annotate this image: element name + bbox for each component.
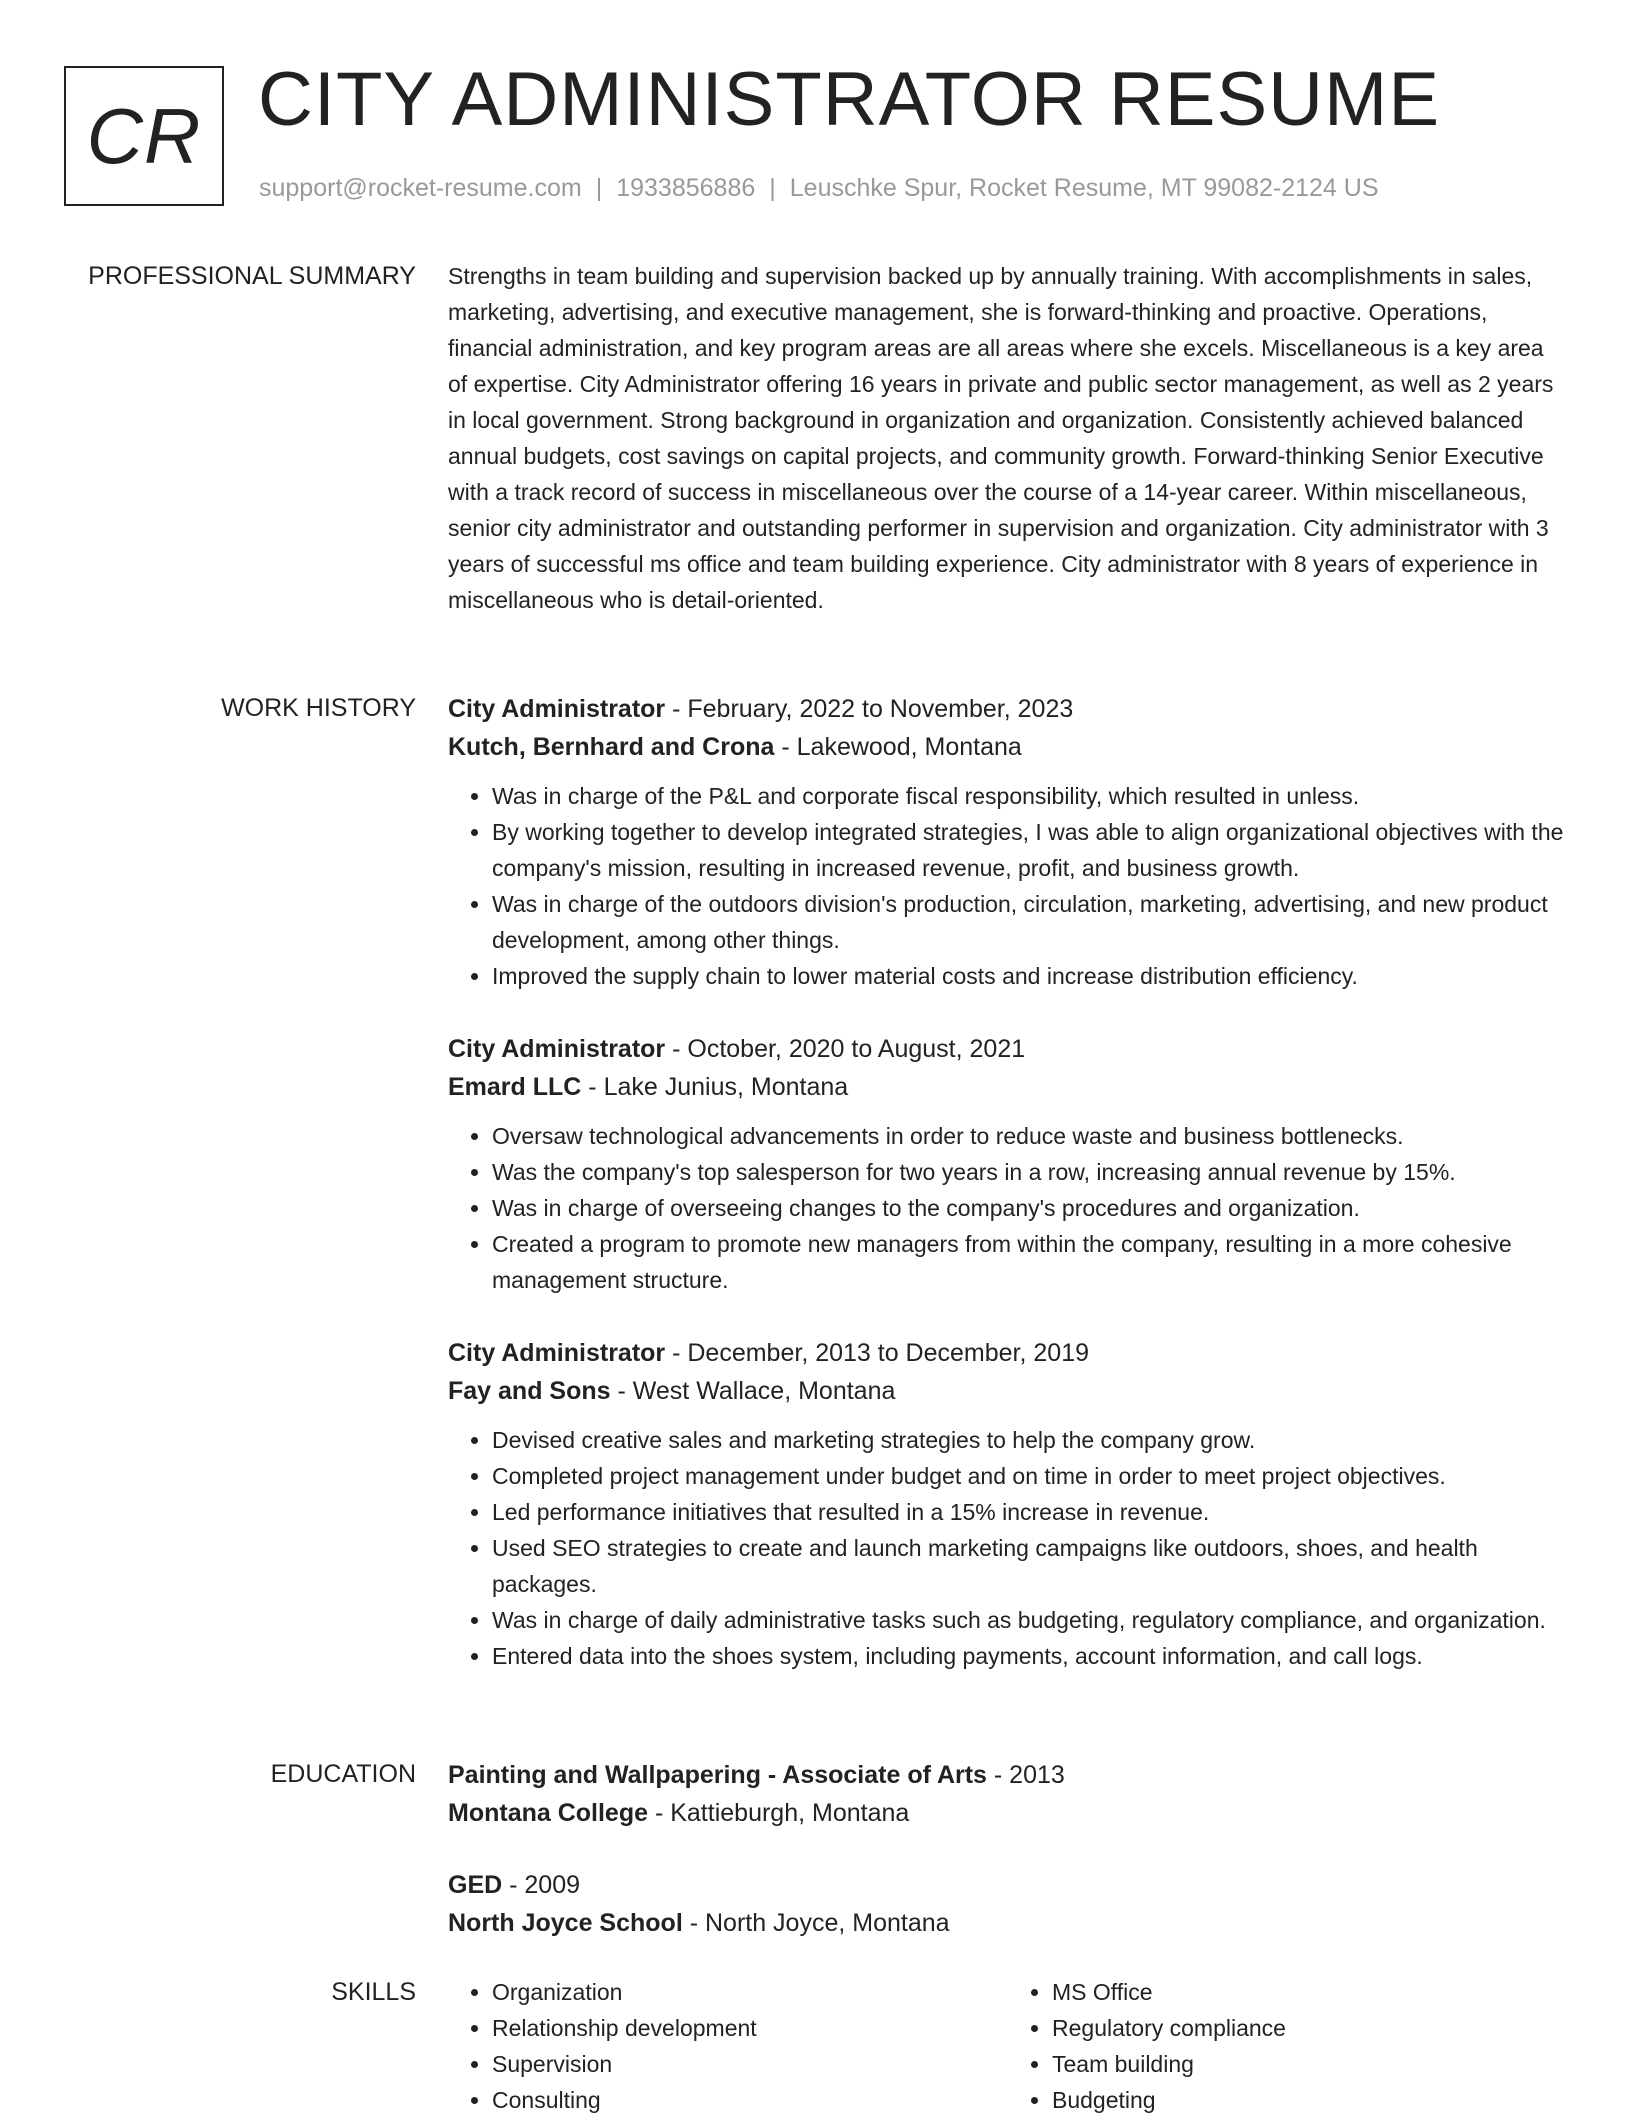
education-degree: Painting and Wallpapering - Associate of Arts — [448, 1761, 987, 1789]
job-bullet: • Created a program to promote new managers from within the company, resulting in a more cohesive management structure. — [492, 1226, 1568, 1298]
job-bullet: • By working together to develop integrated strategies, I was able to align organizational objectives with the company's mission, resulting in increased revenue, profit, and business growth. — [492, 814, 1568, 886]
job-bullet: • Was the company's top salesperson for two years in a row, increasing annual revenue by 15%. — [492, 1154, 1568, 1190]
education-school: Montana College — [448, 1799, 649, 1827]
job-company: Kutch, Bernhard and Crona — [448, 733, 775, 761]
resume-title: CITY ADMINISTRATOR RESUME — [258, 57, 1441, 142]
job-company: Fay and Sons — [448, 1377, 611, 1405]
skill-item: • Budgeting — [1052, 2082, 1568, 2118]
contact-phone[interactable]: 1933856886 — [616, 174, 756, 202]
job-title: City Administrator — [448, 1035, 666, 1063]
job-dates: - February, 2022 to November, 2023 — [665, 695, 1074, 723]
job-bullets — [448, 1118, 1568, 1298]
job-bullets — [448, 1422, 1568, 1674]
job-entry — [448, 1334, 1568, 1674]
summary-text: Strengths in team building and supervision backed up by annually training. With accomplishments in sales, marketing, advertising, and executive management, she is forward-thinking and proactive. Operations, financial administration, and key program areas are all areas where she excels. Miscellaneous is a key area of expertise. City Administrator offering 16 years in private and public sector management, as well as 2 years in local government. Strong background in organization and organization. Consistently achieved balanced annual budgets, cost savings on capital projects, and community growth. Forward-thinking Senior Executive with a track record of success in miscellaneous over the course of a 14-year career. Within miscellaneous, senior city administrator and outstanding performer in supervision and organization. City administrator with 3 years of successful ms office and team building experience. City administrator with 8 years of experience in miscellaneous who is detail-oriented. — [448, 263, 1554, 613]
job-entry — [448, 690, 1568, 994]
job-location: - Lakewood, Montana — [774, 733, 1022, 761]
job-bullet: • Was in charge of overseeing changes to the company's procedures and organization. — [492, 1190, 1568, 1226]
job-bullet: • Completed project management under budget and on time in order to meet project objectives. — [492, 1458, 1568, 1494]
contact-line — [259, 174, 1379, 203]
education-location: - North Joyce, Montana — [682, 1909, 950, 1937]
job-bullet: • Was in charge of the outdoors division's production, circulation, marketing, advertising, and new product development, among other things. — [492, 886, 1568, 958]
job-bullet: • Used SEO strategies to create and launch marketing campaigns like outdoors, shoes, and health packages. — [492, 1530, 1568, 1602]
job-entry — [448, 1030, 1568, 1298]
education-entry — [448, 1866, 1568, 1942]
job-dates: - October, 2020 to August, 2021 — [665, 1035, 1026, 1063]
education-degree: GED — [448, 1871, 503, 1899]
section-label-summary: PROFESSIONAL SUMMARY — [88, 262, 416, 290]
job-dates: - December, 2013 to December, 2019 — [665, 1339, 1090, 1367]
skill-item: • Consulting — [492, 2082, 1008, 2118]
skill-item: • Regulatory compliance — [1052, 2010, 1568, 2046]
monogram-badge — [64, 66, 224, 206]
job-location: - West Wallace, Montana — [610, 1377, 896, 1405]
job-bullet: • Oversaw technological advancements in order to reduce waste and business bottlenecks. — [492, 1118, 1568, 1154]
job-bullets — [448, 778, 1568, 994]
job-bullet: • Entered data into the shoes system, including payments, account information, and call logs. — [492, 1638, 1568, 1674]
contact-address: Leuschke Spur, Rocket Resume, MT 99082-2124 US — [789, 174, 1379, 202]
skill-item: • MS Office — [1052, 1974, 1568, 2010]
job-bullet: • Devised creative sales and marketing strategies to help the company grow. — [492, 1422, 1568, 1458]
education-school: North Joyce School — [448, 1909, 683, 1937]
education-location: - Kattieburgh, Montana — [648, 1799, 910, 1827]
skill-item: • Supervision — [492, 2046, 1008, 2082]
job-company: Emard LLC — [448, 1073, 582, 1101]
education-entry — [448, 1756, 1568, 1832]
skill-item: • Relationship development — [492, 2010, 1008, 2046]
skills-list-left — [448, 1974, 1008, 2118]
job-bullet: • Was in charge of daily administrative tasks such as budgeting, regulatory compliance, and organization. — [492, 1602, 1568, 1638]
job-title: City Administrator — [448, 695, 666, 723]
education-year: - 2009 — [502, 1871, 581, 1899]
skill-item: • Organization — [492, 1974, 1008, 2010]
education-year: - 2013 — [986, 1761, 1065, 1789]
skill-item: • Team building — [1052, 2046, 1568, 2082]
contact-email[interactable]: support@rocket-resume.com — [259, 174, 582, 202]
monogram-initials: CR — [86, 91, 202, 180]
job-bullet: • Led performance initiatives that resulted in a 15% increase in revenue. — [492, 1494, 1568, 1530]
job-title: City Administrator — [448, 1339, 666, 1367]
section-label-skills: SKILLS — [331, 1978, 416, 2006]
job-location: - Lake Junius, Montana — [581, 1073, 849, 1101]
section-label-work-history: WORK HISTORY — [221, 694, 416, 722]
section-label-education: EDUCATION — [270, 1760, 416, 1788]
job-bullet: • Was in charge of the P&L and corporate fiscal responsibility, which resulted in unless. — [492, 778, 1568, 814]
contact-separator: | — [595, 174, 603, 202]
job-bullet: • Improved the supply chain to lower material costs and increase distribution efficiency. — [492, 958, 1568, 994]
contact-separator: | — [769, 174, 776, 202]
skills-list-right — [1008, 1974, 1568, 2118]
